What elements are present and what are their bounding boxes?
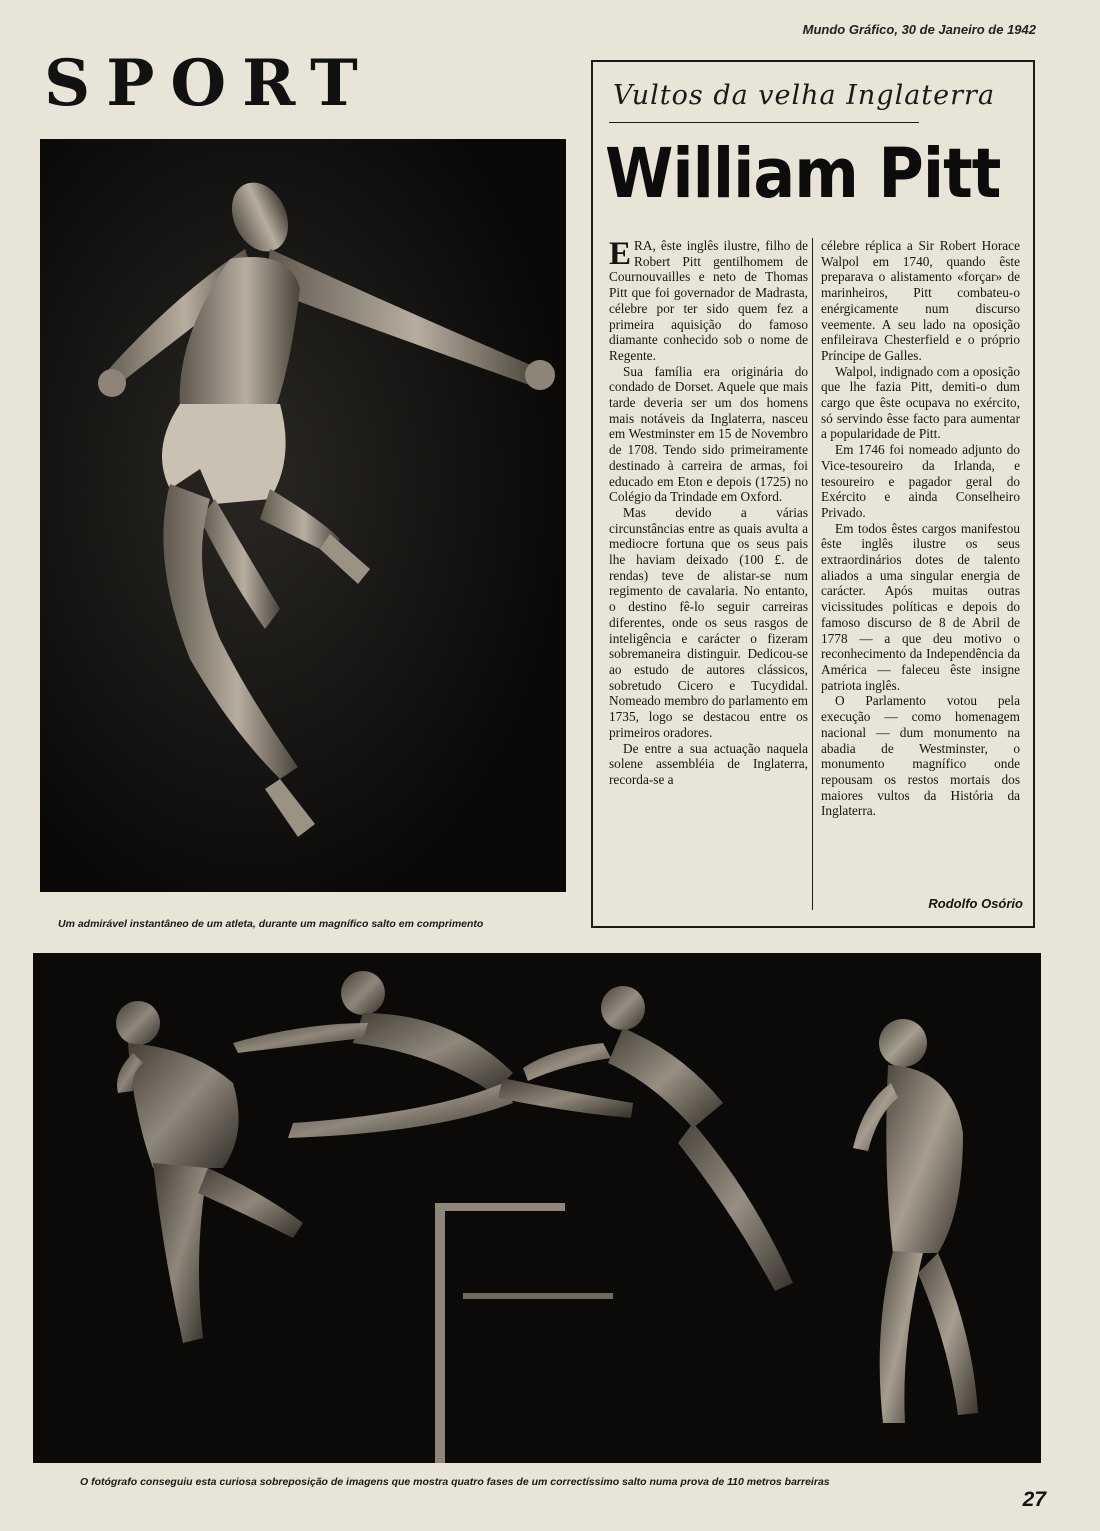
series-title: Vultos da velha Inglaterra bbox=[613, 80, 996, 111]
article-column-2 bbox=[821, 238, 1020, 819]
series-title-underline bbox=[609, 122, 919, 123]
article-column-1 bbox=[609, 238, 808, 788]
hurdles-multiple-exposure-photo bbox=[33, 953, 1041, 1463]
article-box bbox=[591, 60, 1035, 928]
drop-cap: E bbox=[609, 236, 632, 272]
column-divider bbox=[812, 238, 813, 910]
long-jump-caption: Um admirável instantâneo de um atleta, durante um magnífico salto em comprimento bbox=[58, 918, 484, 930]
section-title: SPORT bbox=[44, 46, 374, 121]
paragraph: De entre a sua actuação naquela solene assembléia de Inglaterra, recorda-se a bbox=[609, 740, 808, 787]
paragraph bbox=[609, 238, 808, 364]
paragraph: O Parlamento votou pela execução — como homenagem nacional — dum monumento na abadia de Westminster, o monumento magnífico onde repousam os restos mortais dos maiores vultos da História da Inglaterra. bbox=[821, 693, 1020, 819]
paragraph: Walpol, indignado com a oposição que lhe fazia Pitt, demiti-o dum cargo que êste ocupava no exército, só servindo êsse facto para aumentar a popularidade de Pitt. bbox=[821, 363, 1020, 442]
paragraph: Em 1746 foi nomeado adjunto do Vice-tesoureiro da Irlanda, e tesoureiro e pagador geral do Exército e ainda Conselheiro Privado. bbox=[821, 442, 1020, 520]
paragraph: Em todos êstes cargos manifestou êste inglês ilustre os seus extraordinários dotes de talento aliados a uma singular energia de carácter. Após muitas outras vicissitudes políticas e depois do famoso discurso de 8 de Abril de 1778 — a que deu motivo o reconhecimento da Independência da América — faleceu êste insigne patriota inglês. bbox=[821, 520, 1020, 693]
author-byline: Rodolfo Osório bbox=[928, 896, 1023, 911]
hurdles-caption: O fotógrafo conseguiu esta curiosa sobreposição de imagens que mostra quatro fases de um correctíssimo salto numa prova de 110 metros barreiras bbox=[80, 1476, 830, 1488]
paragraph: Mas devido a várias circunstâncias entre as quais avulta a mediocre fortuna que os seus pais lhe haviam deixado (100 £. de rendas) teve de alistar-se num regimento de cavalaria. No entanto, o destino fê-lo seguir carreiras diferentes, onde os seus rasgos de inteligência e carácter o fizeram sobremaneira distinguir. Dedicou-se ao estudo de autores clássicos, sobretudo Cicero e Tucydidal. Nomeado membro do parlamento em 1735, logo se destacou entre os primeiros oradores. bbox=[609, 504, 808, 740]
paragraph: Sua família era originária do condado de Dorset. Aquele que mais tarde deveria ser um dos homens mais notáveis da Inglaterra, nasceu em Westminster em 15 de Novembro de 1708. Tendo sido primeiramente destinado à carreira de armas, foi educado em Eton e depois (1725) no Colégio da Trindade em Oxford. bbox=[609, 363, 808, 505]
publication-date-line: Mundo Gráfico, 30 de Janeiro de 1942 bbox=[802, 22, 1036, 37]
long-jump-photo bbox=[40, 139, 566, 892]
paragraph: célebre réplica a Sir Robert Horace Walpol em 1740, quando êste preparava o alistamento «forçar» de marinheiros, Pitt combateu-o enérgicamente num discurso veemente. A seu lado na oposição enfileirava Chesterfield e o próprio Príncipe de Galles. bbox=[821, 238, 1020, 363]
page-number: 27 bbox=[1022, 1488, 1046, 1511]
paragraph-text: RA, êste inglês ilustre, filho de Robert Pitt gentilhomem de Cournouvailles e neto de Thomas Pitt que foi governador de Madrasta, célebre por ter sido quem fez a primeira aquisição do famoso diamante conhecido sob o nome de Regente. bbox=[609, 238, 808, 363]
article-headline: William Pitt bbox=[605, 133, 1001, 214]
